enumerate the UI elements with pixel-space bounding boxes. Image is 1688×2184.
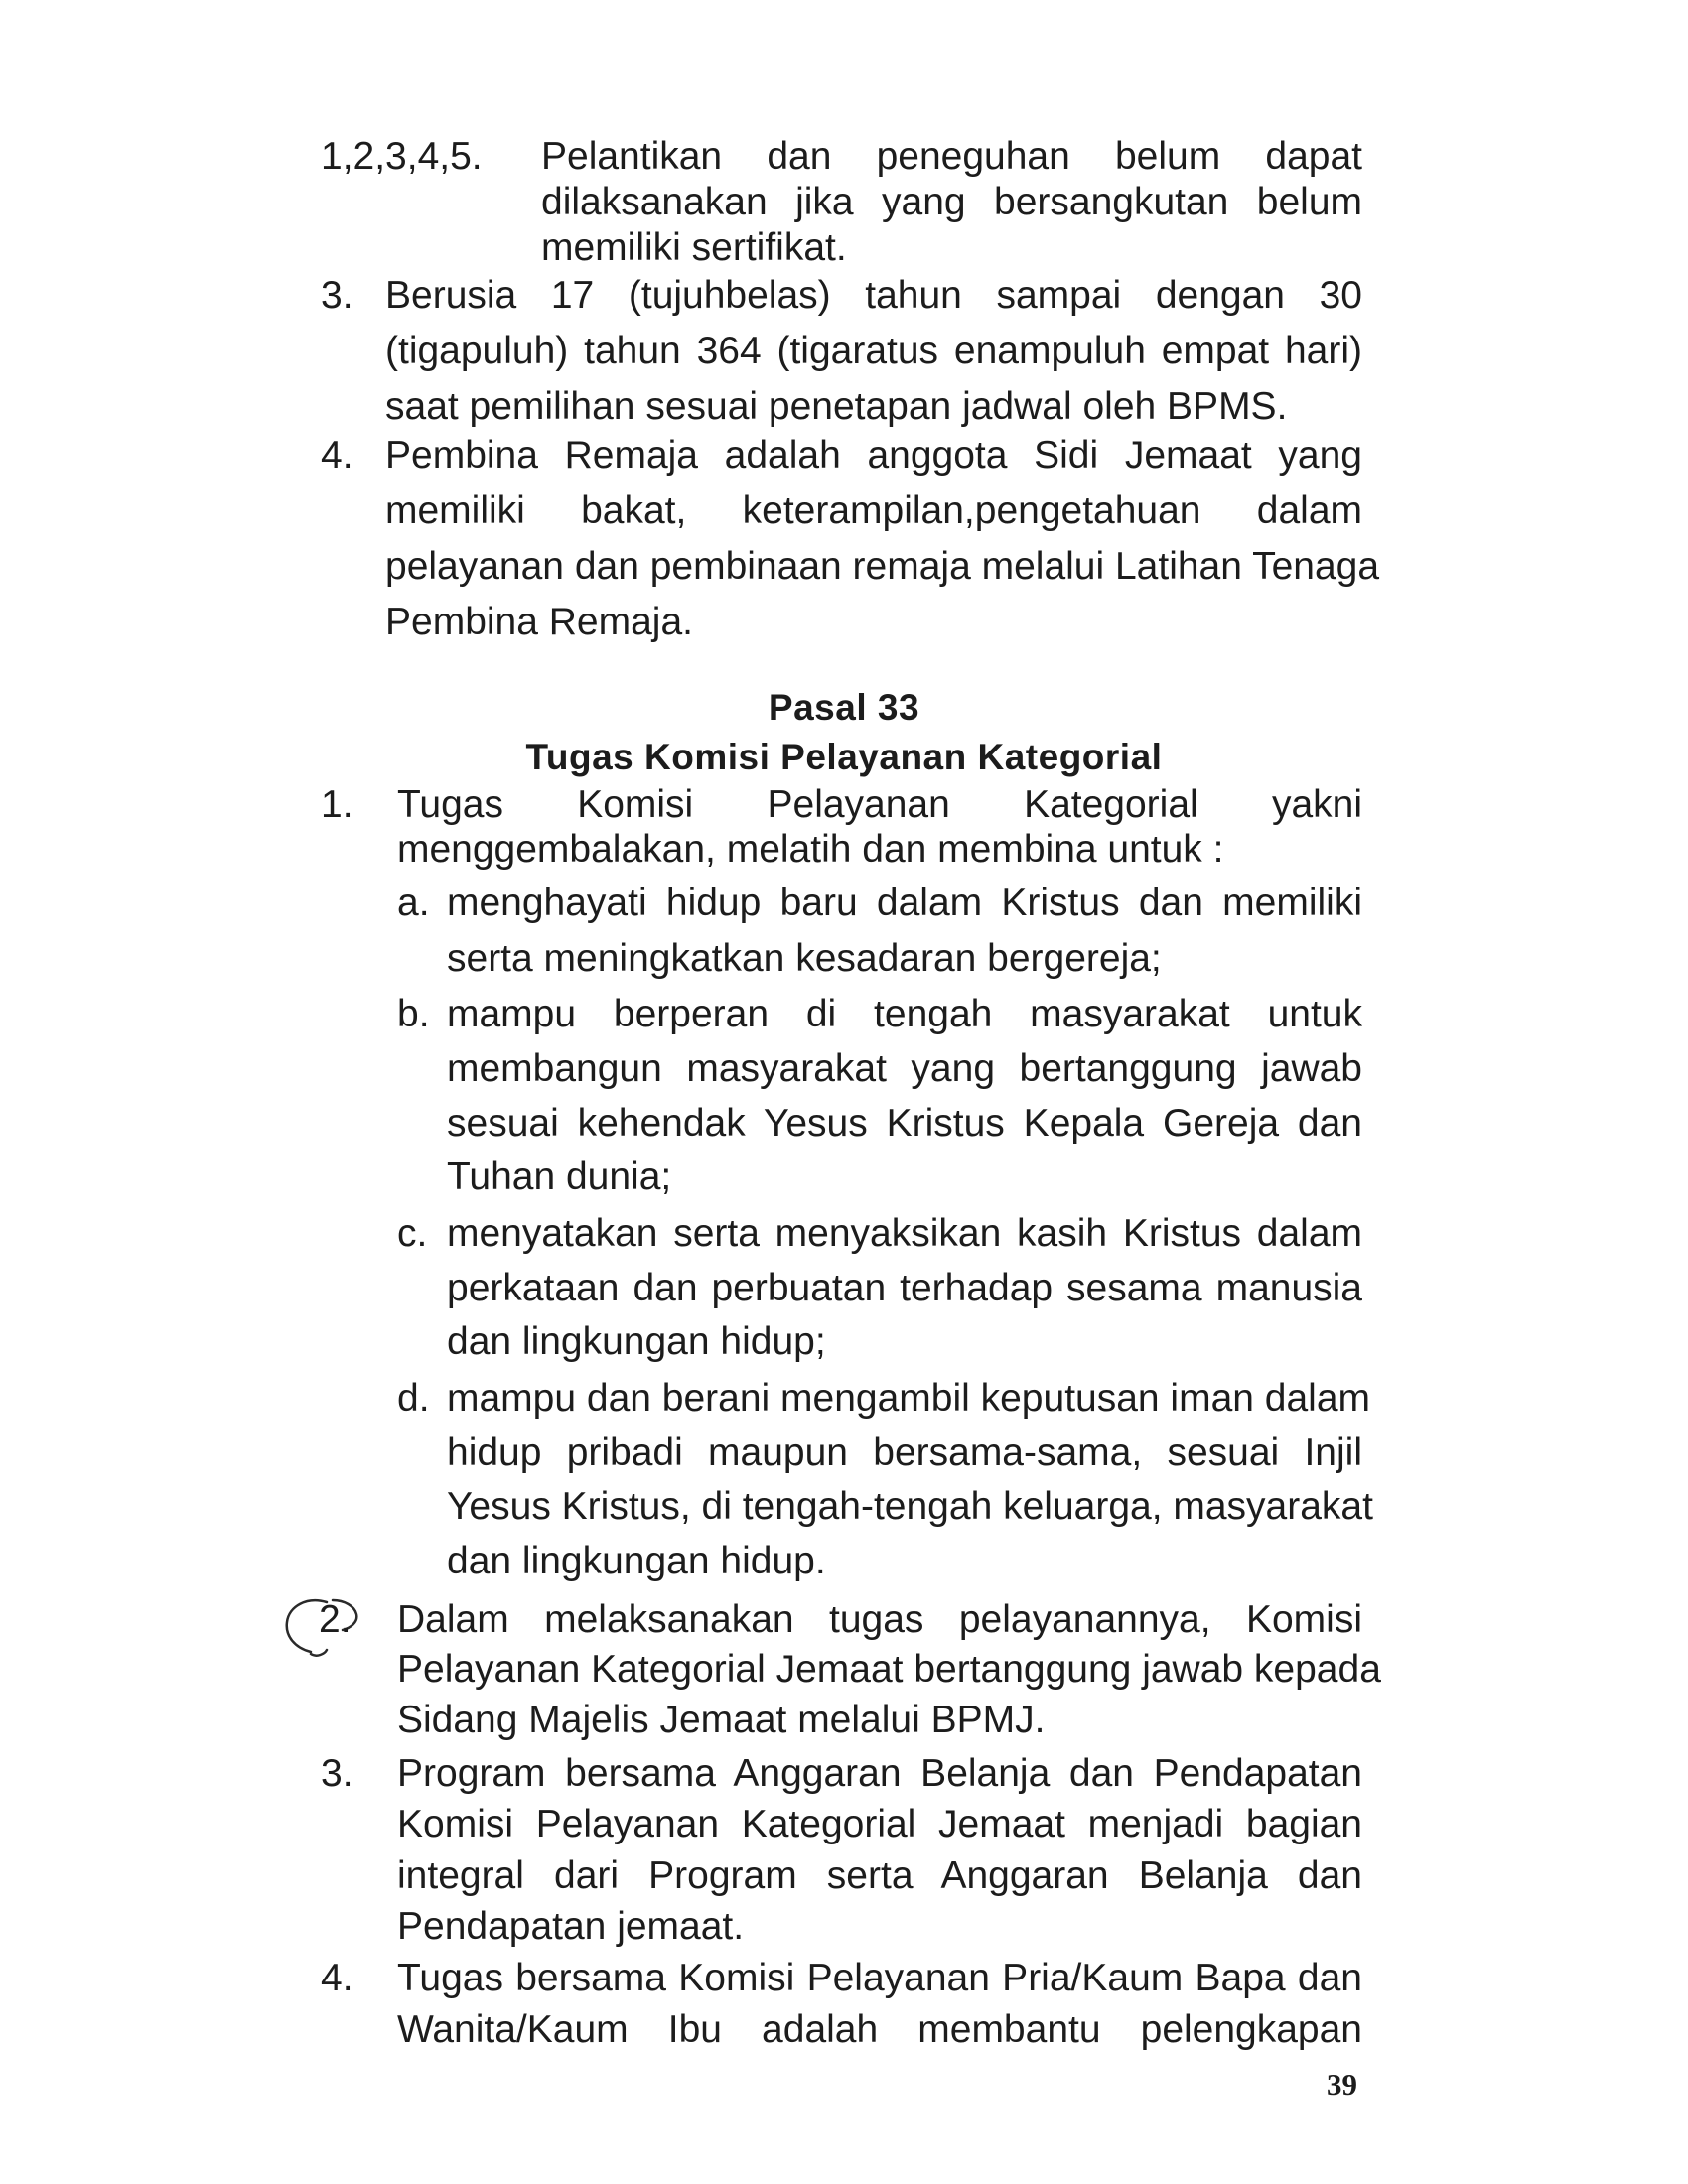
- sub-list-marker: a.: [397, 882, 430, 924]
- sub-list-marker: c.: [397, 1212, 428, 1255]
- sub-list-item-text: menghayati hidup baru dalam Kristus dan memiliki: [447, 882, 1362, 924]
- list-item-text: Pendapatan jemaat.: [397, 1905, 745, 1948]
- sub-list-item-text: dan lingkungan hidup;: [447, 1320, 826, 1363]
- list-item-text: Tugas Komisi Pelayanan Kategorial yakni: [397, 783, 1362, 826]
- sub-list-item-text: sesuai kehendak Yesus Kristus Kepala Gereja dan: [447, 1102, 1362, 1145]
- list-marker: 2.: [319, 1598, 352, 1641]
- sub-list-item-text: mampu dan berani mengambil keputusan iman dalam: [447, 1377, 1371, 1420]
- list-marker: 4.: [321, 434, 353, 477]
- list-marker: 1.: [321, 783, 353, 826]
- list-item-text: Wanita/Kaum Ibu adalah membantu pelengkapan: [397, 2008, 1362, 2051]
- list-item-text: saat pemilihan sesuai penetapan jadwal oleh BPMS.: [385, 385, 1288, 428]
- list-item-text: memiliki bakat, keterampilan,pengetahuan dalam: [385, 489, 1362, 532]
- list-item-text: pelayanan dan pembinaan remaja melalui Latihan Tenaga: [385, 545, 1380, 588]
- list-item-text: integral dari Program serta Anggaran Belanja dan: [397, 1854, 1362, 1897]
- page-number: 39: [1327, 2067, 1357, 2102]
- list-item-text: Pelantikan dan peneguhan belum dapat: [541, 135, 1362, 178]
- list-item-text: Pelayanan Kategorial Jemaat bertanggung jawab kepada: [397, 1648, 1381, 1691]
- list-item-text: Pembina Remaja adalah anggota Sidi Jemaat yang: [385, 434, 1362, 477]
- list-item-text: Sidang Majelis Jemaat melalui BPMJ.: [397, 1699, 1046, 1741]
- list-item-text: Komisi Pelayanan Kategorial Jemaat menjadi bagian: [397, 1803, 1362, 1845]
- sub-list-marker: b.: [397, 993, 430, 1035]
- list-item-text: Pembina Remaja.: [385, 601, 693, 643]
- article-title: Tugas Komisi Pelayanan Kategorial: [525, 737, 1163, 777]
- sub-list-item-text: serta meningkatkan kesadaran bergereja;: [447, 937, 1162, 980]
- list-item-text: memiliki sertifikat.: [541, 226, 847, 269]
- list-marker: 4.: [321, 1957, 353, 1999]
- sub-list-item-text: hidup pribadi maupun bersama-sama, sesuai Injil: [447, 1432, 1362, 1474]
- sub-list-item-text: dan lingkungan hidup.: [447, 1540, 826, 1582]
- list-item-text: (tigapuluh) tahun 364 (tigaratus enampuluh empat hari): [385, 330, 1362, 372]
- sub-list-item-text: perkataan dan perbuatan terhadap sesama manusia: [447, 1267, 1362, 1309]
- sub-list-marker: d.: [397, 1377, 430, 1420]
- sub-list-item-text: menyatakan serta menyaksikan kasih Kristus dalam: [447, 1212, 1362, 1255]
- sub-list-item-text: Yesus Kristus, di tengah-tengah keluarga, masyarakat: [447, 1485, 1373, 1528]
- list-item-text: dilaksanakan jika yang bersangkutan belum: [541, 181, 1362, 223]
- article-number: Pasal 33: [768, 687, 920, 728]
- list-item-text: menggembalakan, melatih dan membina untuk :: [397, 828, 1224, 871]
- list-item-text: Dalam melaksanakan tugas pelayanannya, Komisi: [397, 1598, 1362, 1641]
- list-item-text: Tugas bersama Komisi Pelayanan Pria/Kaum Bapa dan: [397, 1957, 1362, 1999]
- sub-list-item-text: mampu berperan di tengah masyarakat untuk: [447, 993, 1362, 1035]
- list-item-text: Program bersama Anggaran Belanja dan Pendapatan: [397, 1752, 1362, 1795]
- list-item-text: Berusia 17 (tujuhbelas) tahun sampai dengan 30: [385, 274, 1362, 317]
- list-marker: 1,2,3,4,5.: [321, 135, 483, 178]
- sub-list-item-text: Tuhan dunia;: [447, 1156, 672, 1198]
- sub-list-item-text: membangun masyarakat yang bertanggung jawab: [447, 1047, 1362, 1090]
- list-marker: 3.: [321, 1752, 353, 1795]
- list-marker: 3.: [321, 274, 353, 317]
